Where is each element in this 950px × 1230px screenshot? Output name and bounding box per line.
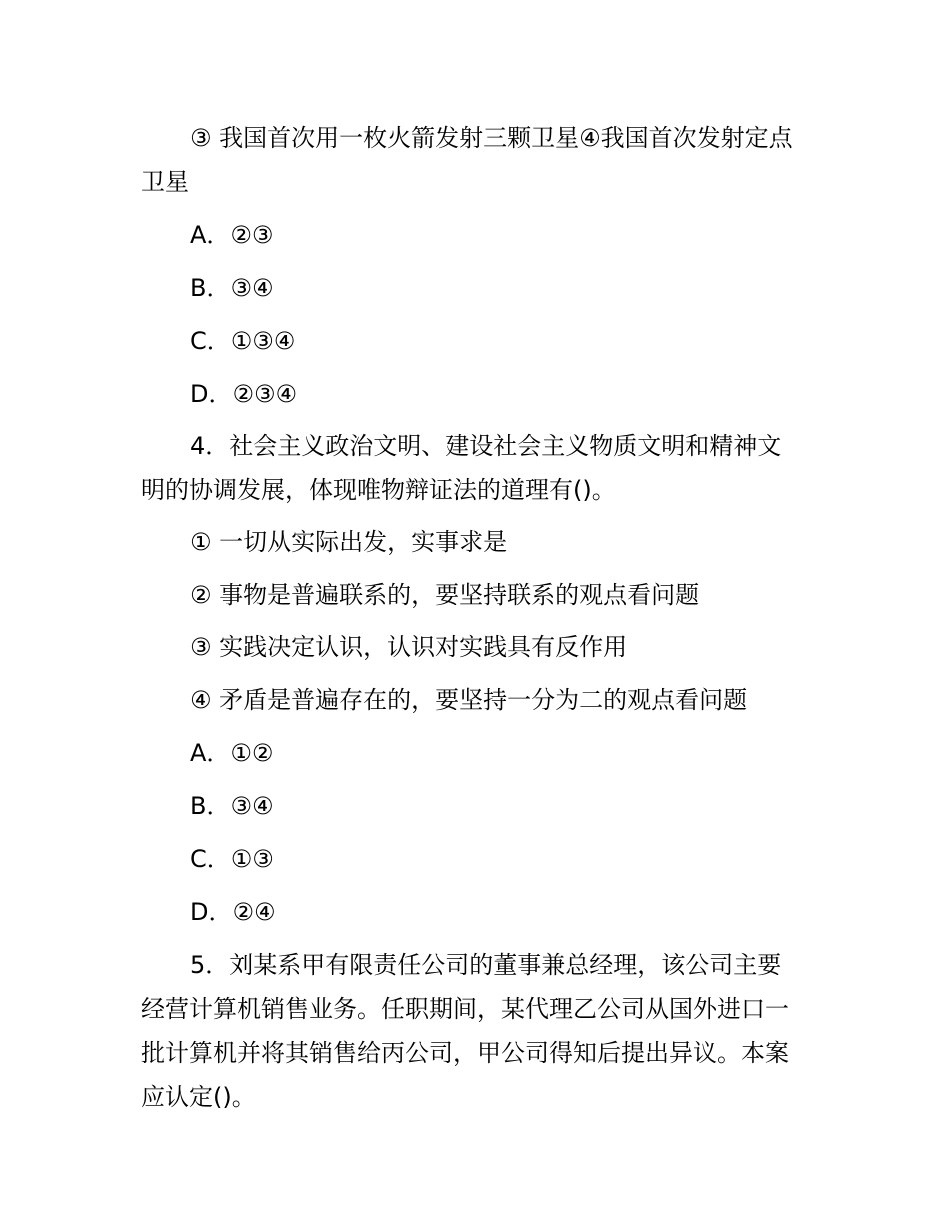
q5-stem-line-4: 应认定()。	[141, 1083, 256, 1111]
q4-option-a: A．①②	[190, 739, 274, 767]
q3-item-3-line-2: 卫星	[141, 168, 189, 196]
q4-item-3: ③ 实践决定认识，认识对实践具有反作用	[190, 633, 628, 661]
q4-option-c: C．①③	[190, 845, 274, 873]
q4-stem-line-1: 4．社会主义政治文明、建设社会主义物质文明和精神文	[190, 432, 782, 460]
q4-stem-line-2: 明的协调发展，体现唯物辩证法的道理有()。	[141, 476, 616, 504]
q3-option-c: C．①③④	[190, 327, 296, 355]
q4-option-d: D．②④	[190, 898, 276, 926]
q5-stem-line-2: 经营计算机销售业务。任职期间，某代理乙公司从国外进口一	[141, 995, 789, 1023]
q3-option-b: B．③④	[190, 274, 274, 302]
q3-item-3-line-1: ③ 我国首次用一枚火箭发射三颗卫星④我国首次发射定点	[190, 124, 793, 152]
q3-option-a: A．②③	[190, 221, 274, 249]
q5-stem-line-3: 批计算机并将其销售给丙公司，甲公司得知后提出异议。本案	[141, 1039, 789, 1067]
q3-option-d: D．②③④	[190, 380, 298, 408]
q4-item-1: ① 一切从实际出发，实事求是	[190, 528, 508, 556]
q4-item-4: ④ 矛盾是普遍存在的，要坚持一分为二的观点看问题	[190, 686, 748, 714]
q5-stem-line-1: 5．刘某系甲有限责任公司的董事兼总经理，该公司主要	[190, 951, 782, 979]
q4-option-b: B．③④	[190, 792, 274, 820]
q4-item-2: ② 事物是普遍联系的，要坚持联系的观点看问题	[190, 581, 700, 609]
